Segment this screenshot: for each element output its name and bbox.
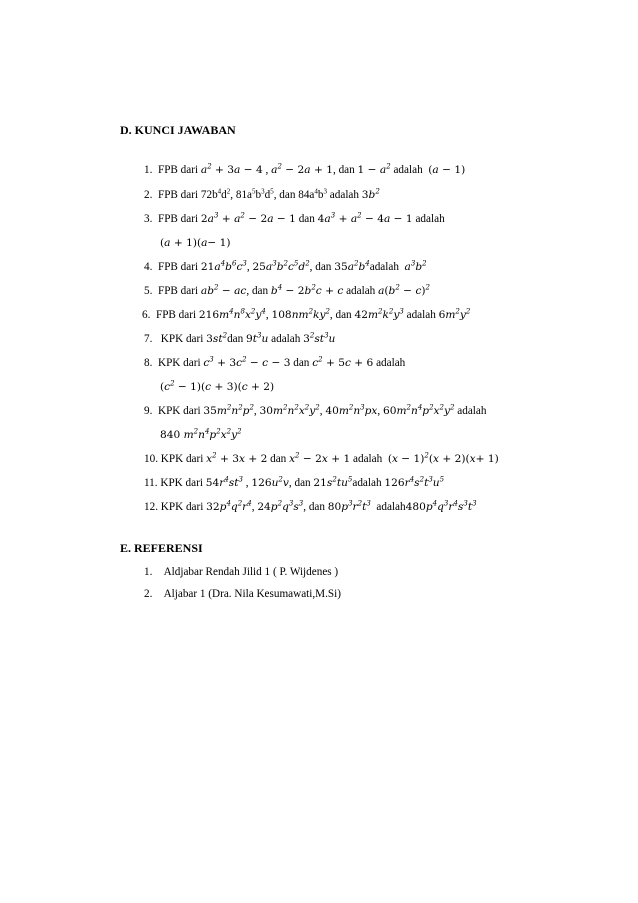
answer-item-3-result: (a + 1)(a− 1) <box>160 237 231 249</box>
section-d-heading: D. KUNCI JAWABAN <box>120 123 236 137</box>
reference-item-1: 1. Aldjabar Rendah Jilid 1 ( P. Wijdenes ) <box>144 566 339 578</box>
answer-item-5: 5. FPB dari $ab^2$ − ac, dan $b^4 - 2b^2c + c$ adalah $a(b^2 - c)^2$ <box>144 283 430 297</box>
answer-item-1: 1. FPB dari $a^2 + 3a - 4$ , $a^2 - 2a + 1$, dan $1 - a^2$ adalah (a − 1) <box>144 162 466 176</box>
answer-item-6: 6. FPB dari $216m^4n^8x^2y^4$, $108nm^2ky^2$, dan $42m^2k^2y^3$ adalah $6m^2y^2$ <box>142 307 471 321</box>
answer-item-7: 7. KPK dari $3st^2dan$ $9t^3u$ adalah $3^2st^3u$ <box>144 331 336 345</box>
answer-item-9: 9. KPK dari $35m^2n^2p^2$, $30m^2n^2x^2y^2$, $40m^2n^3px$, $60m^2n^4p^2x^2y^2$ adalah <box>144 403 487 417</box>
reference-item-2: 2. Aljabar 1 (Dra. Nila Kesumawati,M.Si) <box>144 588 341 600</box>
answer-item-9-result: 840 $m^2n^4p^2x^2y^2$ <box>160 427 242 441</box>
answer-item-3: 3. FPB dari $2a^3 + a^2 - 2a - 1$ dan $4a^3 + a^2 - 4a - 1$ adalah <box>144 211 445 225</box>
answer-item-4: 4. FPB dari $21a^4b^6c^3$, $25a^3b^2c^5d^2$, dan $35a^2b^4adalah$ $a^3b^2$ <box>144 259 427 273</box>
answer-item-8-result: $(c^2 - 1)(c + 3)(c + 2)$ <box>160 379 275 393</box>
answer-item-10: 10. KPK dari $x^2 + 3x + 2$ dan $x^2 - 2x + 1$ adalah $(x - 1)^2(x + 2)(x+ 1)$ <box>144 451 499 465</box>
item-number: 1. <box>144 164 153 176</box>
answer-item-11: 11. KPK dari $54r^4st^3$ , $126u^2v$, dan $21s^2tu^5adalah$ $126r^4s^2t^3u^5$ <box>144 475 445 489</box>
answer-item-2: 2. FPB dari $72b^4d^2$, $81a^5b^3d^5$, dan $84a^4b^3$ adalah $3b^2$ <box>144 187 380 201</box>
answer-item-8: 8. KPK dari $c^3 + 3c^2 - c - 3$ dan $c^2 + 5c + 6$ adalah <box>144 355 406 369</box>
section-e-heading: E. REFERENSI <box>120 541 203 555</box>
math-expression: $a^2 + 3a - 4$ <box>200 162 263 176</box>
answer-item-12: 12. KPK dari $32p^4q^2r^4$, $24p^2q^3s^3$, dan $80p^3r^2t^3$ $adalah480p^4q^3r^4s^3t^3$ <box>144 499 477 513</box>
